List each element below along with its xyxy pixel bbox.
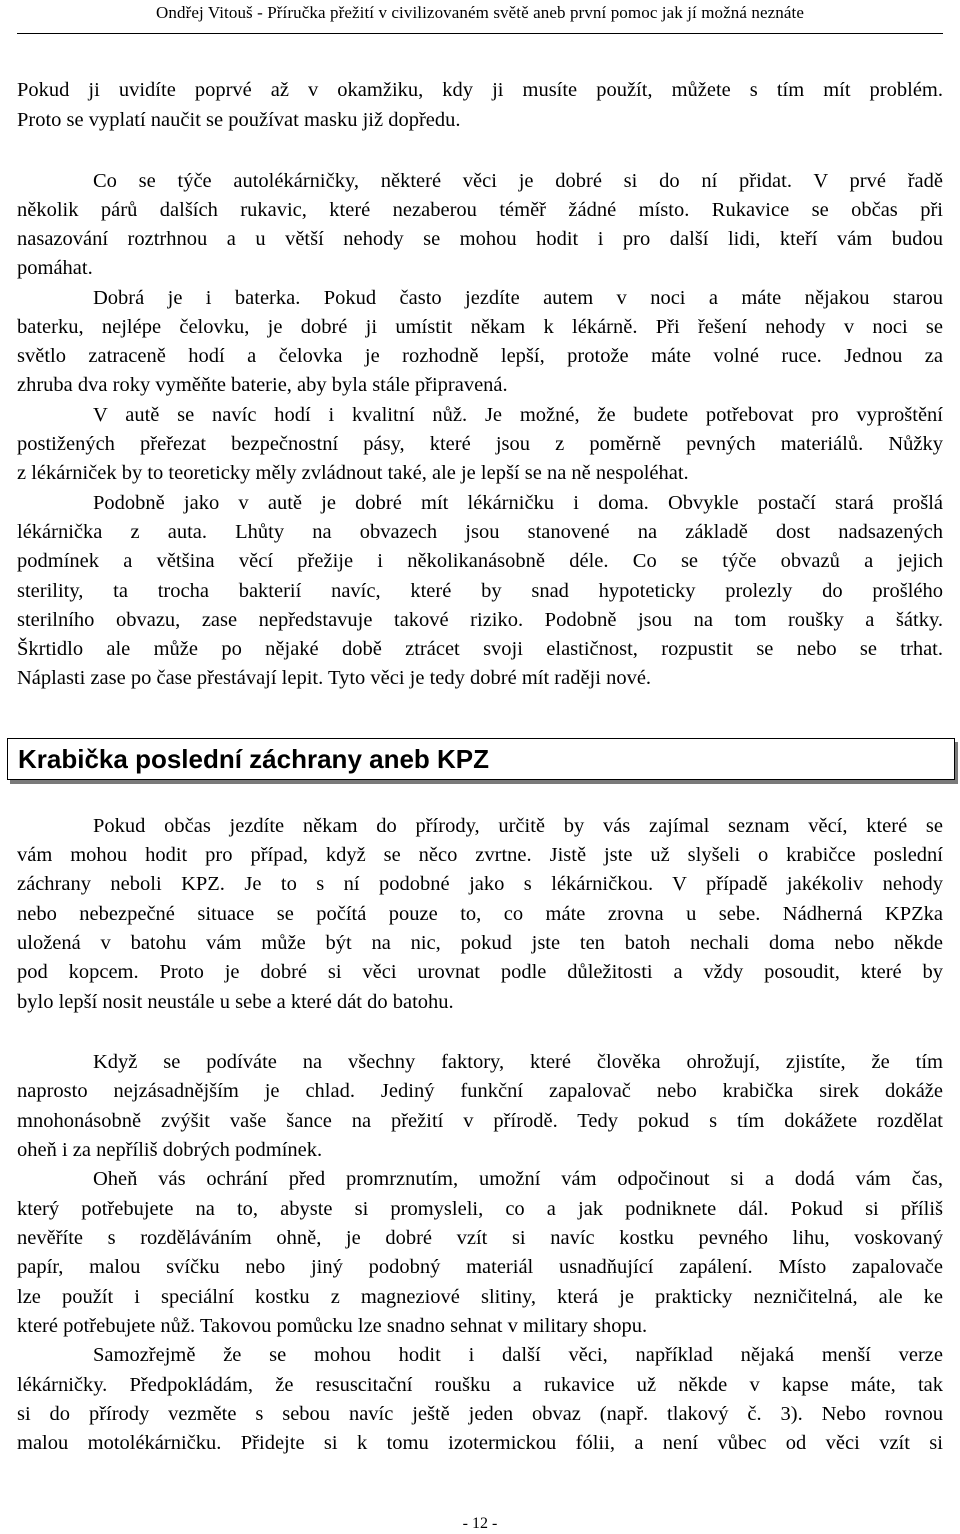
running-header: Ondřej Vitouš - Příručka přežití v civilizovaném světě aneb první pomoc jak jí možná neznáte: [156, 3, 804, 22]
header-rule: [17, 33, 943, 34]
text-line: Samozřejmě že se mohou hodit i další věci, například nějaká menší verze: [93, 1344, 943, 1366]
text-line: Proto se vyplatí naučit se používat masku již dopředu.: [17, 109, 461, 131]
text-line: lze použít i speciální kostku z magneziové slitiny, která je prakticky nezničitelná, ale ke: [17, 1286, 943, 1308]
text-line: z lékárniček by to teoreticky měly zvládnout také, ale je lepší se na ně nespoléhat.: [17, 462, 689, 484]
text-line: Co se týče autolékárničky, některé věci je dobré si do ní přidat. V prvé řadě: [93, 170, 943, 192]
text-line: zhruba dva roky vyměňte baterie, aby byla stále připravená.: [17, 374, 508, 396]
text-line: sterilního obvazu, zase nepředstavuje takové riziko. Podobně jsou na tom roušky a šátky.: [17, 609, 943, 631]
text-line: V autě se navíc hodí i kvalitní nůž. Je možné, že budete potřebovat pro vyproštění: [93, 404, 943, 426]
section-heading-box: [7, 738, 955, 780]
text-line: pomáhat.: [17, 257, 93, 279]
text-line: Pokud ji uvidíte poprvé až v okamžiku, kdy ji musíte použít, můžete s tím mít problém.: [17, 79, 943, 101]
text-line: bylo lepší nosit neustále u sebe a které dát do batohu.: [17, 991, 454, 1013]
text-line: Podobně jako v autě je dobré mít lékárničku i doma. Obvykle postačí stará prošlá: [93, 492, 943, 514]
text-line: Oheň vás ochrání před promrznutím, umožní vám odpočinout si a dodá vám čas,: [93, 1168, 943, 1190]
text-line: papír, malou svíčku nebo jiný podobný materiál usnadňující zapálení. Místo zapalovače: [17, 1256, 943, 1278]
text-line: Náplasti zase po čase přestávají lepit. Tyto věci je tedy dobré mít raději nové.: [17, 667, 652, 689]
text-line: podmínek a většina věcí přežije i několikanásobně déle. Co se týče obvazů a jejich: [17, 550, 943, 572]
text-line: Když se podíváte na všechny faktory, které člověka ohrožují, zjistíte, že tím: [93, 1051, 943, 1073]
text-line: mnohonásobně zvýšit vaše šance na přežití v přírodě. Tedy pokud s tím dokážete rozdělat: [17, 1110, 943, 1132]
text-line: baterku, nejlépe čelovku, je dobré ji umístit někam k lékárně. Při řešení nehody v noci se: [17, 316, 943, 338]
text-line: malou motolékárničku. Přidejte si k tomu izotermickou fólii, a není vůbec od věci vzít si: [17, 1432, 943, 1454]
text-line: oheň i za nepříliš dobrých podmínek.: [17, 1139, 323, 1161]
text-line: sterility, ta trocha bakterií navíc, které by snad hypoteticky prolezly do prošlého: [17, 580, 943, 602]
page-number: - 12 -: [462, 1515, 498, 1532]
text-line: uložená v batohu vám může být na nic, pokud jste ten batoh nechali doma nebo někde: [17, 932, 943, 954]
text-line: lékárničky. Předpokládám, že resuscitační roušku a rukavice už někde v kapse máte, tak: [17, 1374, 943, 1396]
text-line: nevěříte s rozděláváním ohně, je dobré vzít si navíc kostku pevného lihu, voskovaný: [17, 1227, 943, 1249]
text-line: několik párů dalších rukavic, které nezaberou téměř žádné místo. Rukavice se občas při: [17, 199, 943, 221]
text-line: lékárnička z auta. Lhůty na obvazech jsou stanovené na základě dost nadsazených: [17, 521, 943, 543]
text-line: nebo nebezpečné situace se počítá pouze to, co máte zrovna u sebe. Nádherná KPZka: [17, 903, 943, 925]
section-heading: Krabička poslední záchrany aneb KPZ: [18, 744, 490, 774]
text-line: záchrany neboli KPZ. Je to s ní podobné jako s lékárničkou. V případě jakékoliv nehody: [17, 873, 943, 895]
text-line: pod kopcem. Proto je dobré si věci urovnat podle důležitosti a vždy posoudit, které by: [17, 961, 943, 983]
text-line: si do přírody vezměte s sebou navíc ještě jeden obvaz (např. tlakový č. 3). Nebo rovnou: [17, 1403, 943, 1425]
text-line: Škrtidlo ale může po nějaké době ztrácet svoji elastičnost, rozpustit se nebo se trhat.: [17, 638, 943, 660]
text-line: vám mohou hodit pro případ, když se něco zvrtne. Jistě jste už slyšeli o krabičce poslední: [17, 844, 943, 866]
text-line: Pokud občas jezdíte někam do přírody, určitě by vás zajímal seznam věcí, které se: [93, 815, 943, 837]
text-line: které potřebujete nůž. Takovou pomůcku lze snadno sehnat v military shopu.: [17, 1315, 648, 1337]
text-line: postižených přeřezat bezpečnostní pásy, které jsou z poměrně pevných materiálů. Nůžky: [17, 433, 943, 455]
text-line: naprosto nejzásadnějším je chlad. Jediný funkční zapalovač nebo krabička sirek dokáže: [17, 1080, 943, 1102]
text-line: Dobrá je i baterka. Pokud často jezdíte autem v noci a máte nějakou starou: [93, 287, 943, 309]
text-line: nasazování roztrhnou a u větší nehody se mohou hodit i pro další lidi, kteří vám budou: [17, 228, 943, 250]
text-line: světlo zatraceně hodí a čelovka je rozhodně lepší, protože máte volné ruce. Jednou za: [17, 345, 943, 367]
text-line: který potřebujete na to, abyste si promysleli, co a jak podniknete dál. Pokud si příliš: [17, 1198, 943, 1220]
